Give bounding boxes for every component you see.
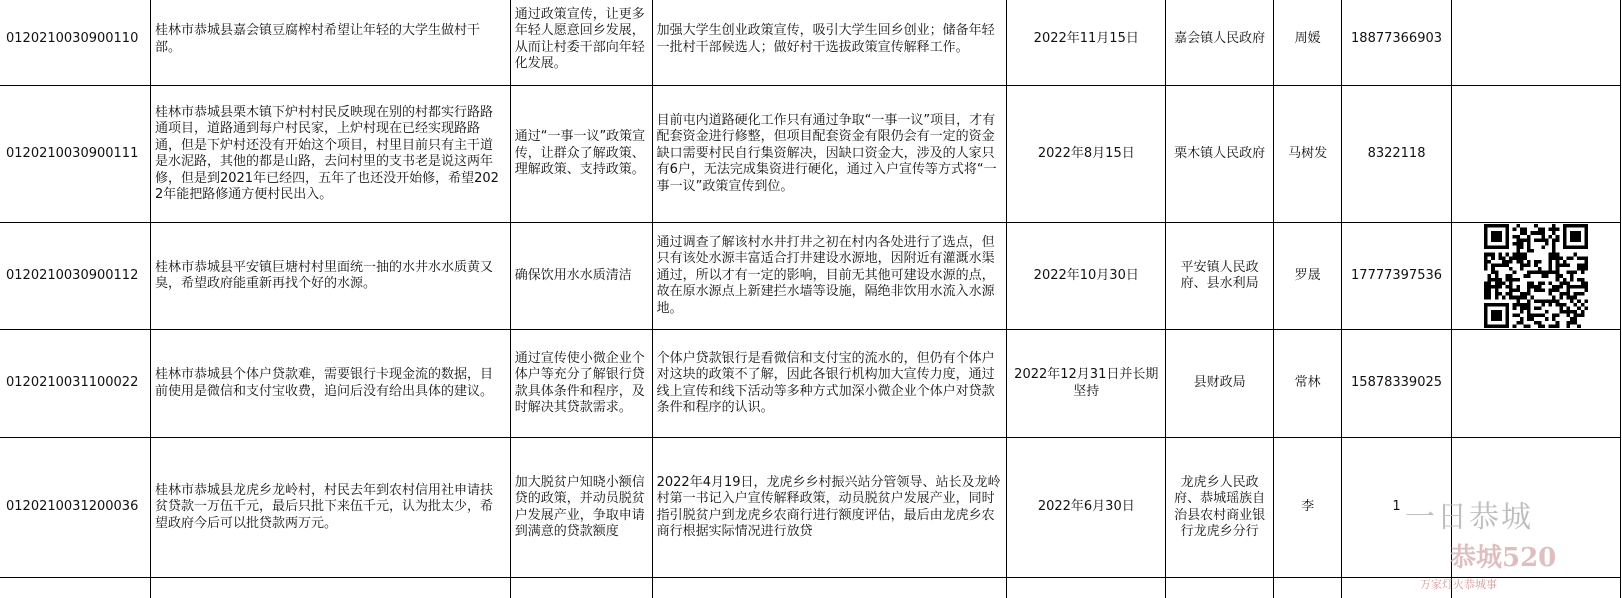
unit-cell[interactable]: 平安镇人民政府、县水利局 <box>1166 223 1274 330</box>
phone-cell[interactable]: 1 <box>1342 438 1452 578</box>
phone-cell[interactable]: 8322118 <box>1342 86 1452 223</box>
person-cell[interactable]: 常林 <box>1274 330 1342 438</box>
record-id-cell[interactable]: 0120210030900111 <box>0 86 150 223</box>
unit-cell[interactable]: 嘉会镇人民政府 <box>1166 0 1274 86</box>
extra-cell[interactable] <box>1451 438 1620 578</box>
person-cell[interactable]: 罗晟 <box>1274 223 1342 330</box>
unit-cell[interactable]: 栗木镇人民政府 <box>1166 86 1274 223</box>
request-cell[interactable]: 桂林市恭城县平安镇巨塘村村里面统一抽的水井水水质黄又臭，希望政府能重新再找个好的水源。 <box>150 223 510 330</box>
unit-cell[interactable]: 县财政局 <box>1166 330 1274 438</box>
measure-cell[interactable]: 通过“一事一议”政策宣传，让群众了解政策、理解政策、支持政策。 <box>510 86 652 223</box>
measure-cell[interactable]: 加大脱贫户知晓小额信贷的政策，并动员脱贫户发展产业，争取申请到满意的贷款额度 <box>510 438 652 578</box>
person-cell[interactable]: 马树发 <box>1274 86 1342 223</box>
result-cell[interactable]: 加强大学生创业政策宣传，吸引大学生回乡创业；储备年轻一批村干部候选人；做好村干选拔政策宣传解释工作。 <box>652 0 1007 86</box>
extra-cell[interactable] <box>1451 578 1620 598</box>
extra-cell[interactable] <box>1451 330 1620 438</box>
watermark-text: 恭城520 <box>1450 543 1557 573</box>
table-row[interactable] <box>0 223 1621 330</box>
extra-cell[interactable] <box>1451 0 1620 86</box>
qr-code-cell <box>1451 223 1620 330</box>
table-row[interactable] <box>0 438 1621 578</box>
measure-cell[interactable]: 通过政策宣传，让更多年轻人愿意回乡发展，从而让村委干部向年轻化发展。 <box>510 0 652 86</box>
date-cell[interactable] <box>1007 578 1166 598</box>
phone-cell[interactable]: 18877366903 <box>1342 0 1452 86</box>
table-row[interactable] <box>0 330 1621 438</box>
table-row[interactable] <box>0 578 1621 598</box>
qr-code-image <box>1484 224 1588 328</box>
request-cell[interactable]: 桂林市恭城县个体户贷款难，需要银行卡现金流的数据，目前使用是微信和支付宝收费，追问后没有给出具体的建议。 <box>150 330 510 438</box>
unit-cell[interactable]: 龙虎乡人民政府、恭城瑶族自治县农村商业银行龙虎乡分行 <box>1166 438 1274 578</box>
date-cell[interactable]: 2022年11月15日 <box>1007 0 1166 86</box>
result-cell[interactable] <box>652 578 1007 598</box>
phone-cell[interactable]: 17777397536 <box>1342 223 1452 330</box>
phone-cell[interactable] <box>1342 578 1452 598</box>
measure-cell[interactable] <box>510 578 652 598</box>
result-cell[interactable]: 个体户贷款银行是看微信和支付宝的流水的，但仍有个体户对这块的政策不了解，因此各银行机构加大宣传力度，通过线上宣传和线下活动等多种方式加深小微企业个体户对贷款条件和程序的认识。 <box>652 330 1007 438</box>
person-cell[interactable] <box>1274 578 1342 598</box>
measure-cell[interactable]: 确保饮用水水质清洁 <box>510 223 652 330</box>
request-cell[interactable] <box>150 578 510 598</box>
result-cell[interactable]: 目前屯内道路硬化工作只有通过争取“一事一议”项目，才有配套资金进行修整，但项目配套资金有限仍会有一定的资金缺口需要村民自行集资解决，因缺口资金大，涉及的人家只有6户，无法完成集资进行硬化，通过入户宣传等方式将“一事一议”政策宣传到位。 <box>652 86 1007 223</box>
record-id-cell[interactable]: 0120210030900112 <box>0 223 150 330</box>
unit-cell[interactable] <box>1166 578 1274 598</box>
request-cell[interactable]: 桂林市恭城县栗木镇下炉村村民反映现在别的村都实行路路通项目，道路通到每户村民家，上炉村现在已经实现路路通，但是下炉村还没有开始这个项目，村里目前只有主干道是水泥路，其他的都是山路，去问村里的支书老是说这两年修，但是到2021年已经四，五年了也还没开始修，希望2022年能把路修通方便村民出入。 <box>150 86 510 223</box>
request-cell[interactable]: 桂林市恭城县龙虎乡龙岭村，村民去年到农村信用社申请扶贫贷款一万伍千元，最后只批下来伍千元，认为批太少，希望政府今后可以批贷款两万元。 <box>150 438 510 578</box>
phone-cell[interactable]: 15878339025 <box>1342 330 1452 438</box>
record-id-cell[interactable] <box>0 578 150 598</box>
record-id-cell[interactable]: 0120210030900110 <box>0 0 150 86</box>
request-cell[interactable]: 桂林市恭城县嘉会镇豆腐榨村希望让年轻的大学生做村干部。 <box>150 0 510 86</box>
date-cell[interactable]: 2022年6月30日 <box>1007 438 1166 578</box>
date-cell[interactable]: 2022年8月15日 <box>1007 86 1166 223</box>
extra-cell[interactable] <box>1451 86 1620 223</box>
table-row[interactable] <box>0 0 1621 86</box>
measure-cell[interactable]: 通过宣传使小微企业个体户等充分了解银行贷款具体条件和程序，及时解决其贷款需求。 <box>510 330 652 438</box>
watermark-text: 一日恭城 <box>1405 500 1533 535</box>
date-cell[interactable]: 2022年10月30日 <box>1007 223 1166 330</box>
result-cell[interactable]: 通过调查了解该村水井打井之初在村内各处进行了选点，但只有该处水源丰富适合打井建设水源地，因附近有灌溉水渠通过，所以才有一定的影响，目前无其他可建设水源的点，故在原水源点上新建拦水墙等设施，隔绝非饮用水流入水源地。 <box>652 223 1007 330</box>
record-id-cell[interactable]: 0120210031200036 <box>0 438 150 578</box>
person-cell[interactable]: 周媛 <box>1274 0 1342 86</box>
watermark-text: 万家灯火恭城事 <box>1420 578 1497 591</box>
record-id-cell[interactable]: 0120210031100022 <box>0 330 150 438</box>
person-cell[interactable]: 李 <box>1274 438 1342 578</box>
table-row[interactable] <box>0 86 1621 223</box>
date-cell[interactable]: 2022年12月31日并长期坚持 <box>1007 330 1166 438</box>
result-cell[interactable]: 2022年4月19日，龙虎乡乡村振兴站分管领导、站长及龙岭村第一书记入户宣传解释政策，动员脱贫户发展产业，同时指引脱贫户到龙虎乡农商行进行额度评估，最后由龙虎乡农商行根据实际情况进行放贷 <box>652 438 1007 578</box>
